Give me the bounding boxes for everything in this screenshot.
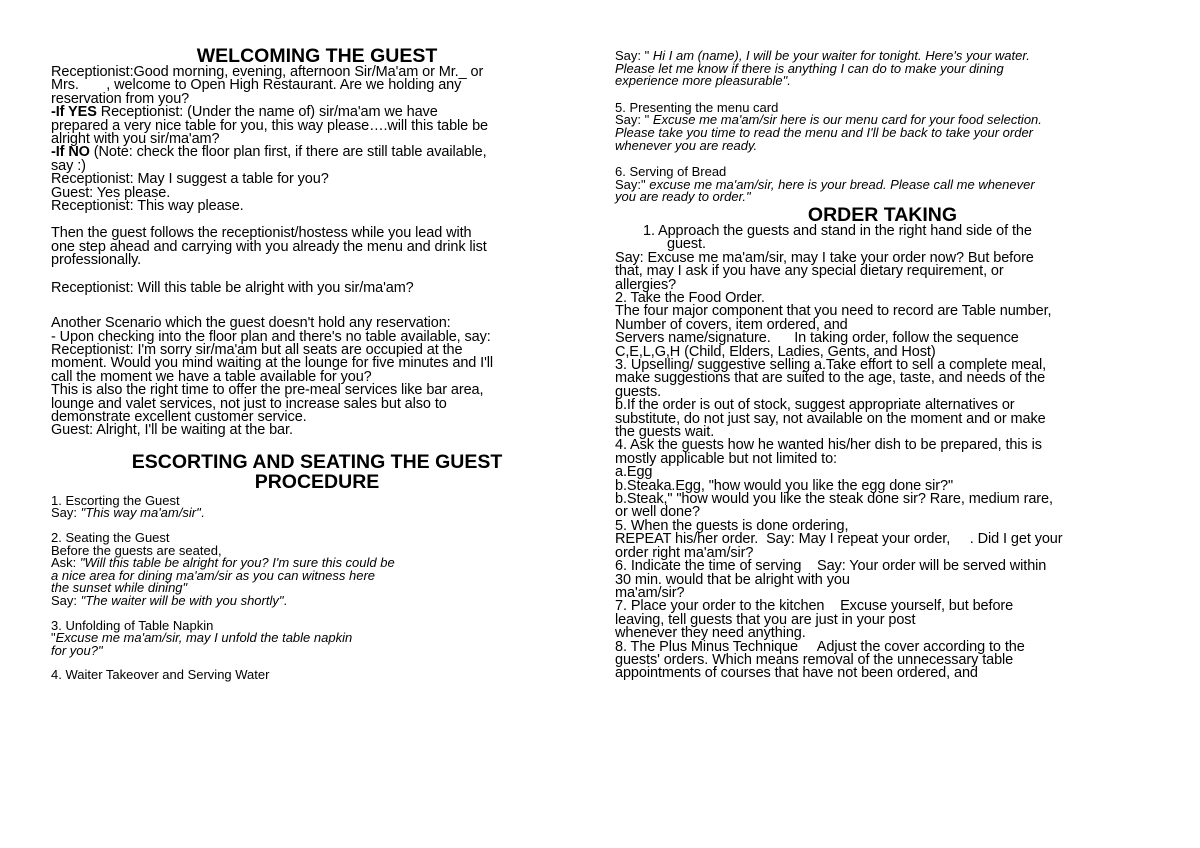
text-line: Please take you time to read the menu and I'll be back to take your order: [615, 124, 1033, 140]
text-line: appointments of courses that have not been ordered, and: [615, 665, 978, 682]
text-line: This is also the right time to offer the pre-meal services like bar area,: [51, 382, 484, 399]
text-line: Say:" excuse me ma'am/sir, here is your bread. Please call me whenever: [615, 176, 1035, 192]
text-line: guests.: [615, 383, 662, 400]
text-line: a.Egg: [615, 464, 653, 481]
text-line: experience more pleasurable".: [615, 73, 791, 89]
text-line: 5. When the guests is done ordering,: [615, 517, 849, 534]
step-title: 2. Seating the Guest: [51, 529, 170, 545]
step-title: 1. Escorting the Guest: [51, 492, 180, 508]
text-line: whenever they need anything.: [615, 625, 806, 642]
text-line: 8. The Plus Minus Technique Adjust the cover according to the: [615, 638, 1025, 655]
step-say: Say: "The waiter will be with you shortly".: [51, 592, 288, 608]
text-line: 7. Place your order to the kitchen Excuse yourself, but before: [615, 598, 1014, 615]
if-yes-text: Receptionist: (Under the name of) sir/ma'am we have: [96, 104, 438, 121]
text-line: one step ahead and carrying with you already the menu and drink list: [51, 238, 487, 255]
if-no-label: -If NO: [51, 144, 90, 161]
escorting-heading-line2: PROCEDURE: [254, 470, 380, 493]
right-column: [615, 50, 1150, 681]
text-line: reservation from you?: [51, 90, 190, 107]
welcoming-heading: WELCOMING THE GUEST: [196, 45, 438, 67]
text-line: Before the guests are seated,: [51, 542, 222, 558]
text-line: 6. Indicate the time of serving Say: Your order will be served within: [615, 558, 1047, 575]
text-line: demonstrate excellent customer service.: [51, 408, 307, 425]
welcome-paragraph: [51, 66, 583, 438]
step-title: 4. Waiter Takeover and Serving Water: [51, 667, 270, 683]
text-line: that, may I ask if you have any special dietary requirement, or: [615, 263, 1004, 280]
text-line: Mrs. , welcome to Open High Restaurant. Are we holding any: [51, 77, 462, 94]
text-line: the sunset while dining": [51, 580, 188, 596]
text-line: 3. Upselling/ suggestive selling a.Take effort to sell a complete meal,: [615, 357, 1047, 373]
text-line: Guest: Yes please.: [51, 184, 171, 201]
text-line: alright with you sir/ma'am?: [51, 131, 220, 148]
text-line: Please let me know if there is anything I can do to make your dining: [615, 60, 1004, 76]
text-line: mostly applicable but not limited to:: [615, 450, 837, 467]
text-line: 1. Approach the guests and stand in the right hand side of the: [643, 222, 1032, 239]
text-line: call the moment we have a table available for you?: [51, 368, 372, 385]
order-taking-heading: ORDER TAKING: [807, 203, 958, 226]
if-no-text: (Note: check the floor plan first, if there are still table available,: [89, 144, 487, 161]
step-title: 6. Serving of Bread: [615, 164, 727, 180]
text-line: the guests wait.: [615, 424, 715, 441]
text-line: b.Steak," "how would you like the steak done sir? Rare, medium rare,: [615, 491, 1053, 508]
escorting-heading: ESCORTING AND SEATING THE GUEST: [131, 450, 503, 473]
text-line: Say: " Excuse me ma'am/sir here is our menu card for your food selection.: [615, 112, 1042, 128]
step-ask: Ask: "Will this table be alright for you? I'm sure this could be: [51, 555, 395, 571]
step-title: 5. Presenting the menu card: [615, 99, 779, 115]
text-line: Say: " Hi I am (name), I will be your waiter for tonight. Here's your water.: [615, 48, 1030, 63]
text-line: The four major component that you need to record are Table number,: [615, 303, 1052, 320]
text-line: or well done?: [615, 504, 700, 521]
text-line: guest.: [667, 236, 706, 253]
text-line: leaving, tell guests that you are just in your post: [615, 611, 916, 628]
water-say: [615, 50, 1150, 204]
text-line: Receptionist: Will this table be alright with you sir/ma'am?: [51, 279, 414, 296]
text-line: Guest: Alright, I'll be waiting at the bar.: [51, 422, 293, 439]
text-line: a nice area for dining ma'am/sir as you can witness here: [51, 567, 376, 583]
text-line: make suggestions that are suited to the age, taste, and needs of the: [615, 370, 1046, 387]
text-line: Receptionist: I'm sorry sir/ma'am but all seats are occupied at the: [51, 341, 463, 358]
text-line: Then the guest follows the receptionist/hostess while you lead with: [51, 225, 472, 242]
text-line: whenever you are ready.: [615, 137, 758, 153]
text-line: 30 min. would that be alright with you: [615, 571, 850, 588]
text-line: guests' orders. Which means removal of the unnecessary table: [615, 651, 1014, 668]
text-line: b.If the order is out of stock, suggest appropriate alternatives or: [615, 397, 1015, 414]
text-line: 2. Take the Food Order.: [615, 289, 765, 306]
if-yes-label: -If YES: [51, 104, 97, 121]
if-no-line: [51, 146, 583, 159]
text-line: 4. Ask the guests how he wanted his/her dish to be prepared, this is: [615, 437, 1042, 454]
text-line: Number of covers, item ordered, and: [615, 316, 848, 333]
text-line: lounge and valet services, not just to increase sales but also to: [51, 395, 447, 412]
text-line: Say: Excuse me ma'am/sir, may I take your order now? But before: [615, 249, 1034, 266]
text-line: professionally.: [51, 252, 142, 269]
text-line: Servers name/signature. In taking order, follow the sequence: [615, 330, 1019, 347]
escort-steps: [51, 492, 583, 683]
text-line: say :): [51, 157, 86, 174]
text-line: b.Steaka.Egg, "how would you like the egg done sir?": [615, 477, 954, 494]
text-line: substitute, do not just say, not available on the moment and or make: [615, 410, 1046, 427]
text-line: moment. Would you mind waiting at the lounge for five minutes and I'll: [51, 355, 494, 372]
order-taking-body: [615, 222, 1150, 682]
text-line: allergies?: [615, 276, 677, 293]
step-title: 3. Unfolding of Table Napkin: [51, 617, 214, 633]
step-say: Say: "This way ma'am/sir".: [51, 505, 205, 521]
text-line: Another Scenario which the guest doesn't hold any reservation:: [51, 315, 451, 332]
text-line: for you?": [51, 642, 103, 658]
text-line: prepared a very nice table for you, this way please….will this table be: [51, 117, 488, 134]
text-line: Receptionist: May I suggest a table for you?: [51, 171, 329, 188]
text-line: ma'am/sir?: [615, 584, 685, 601]
text-line: REPEAT his/her order. Say: May I repeat your order, . Did I get your: [615, 531, 1063, 548]
text-line: Receptionist: This way please.: [51, 198, 244, 215]
text-line: - Upon checking into the floor plan and there's no table available, say:: [51, 328, 491, 345]
text-line: order right ma'am/sir?: [615, 544, 754, 561]
left-column: [51, 46, 583, 682]
text-line: C,E,L,G,H (Child, Elders, Ladies, Gents, and Host): [615, 343, 936, 360]
step-quote: "Excuse me ma'am/sir, may I unfold the table napkin: [51, 630, 353, 646]
text-line: you are ready to order.": [615, 189, 751, 205]
text-line: Receptionist:Good morning, evening, afternoon Sir/Ma'am or Mr._ or: [51, 64, 484, 80]
